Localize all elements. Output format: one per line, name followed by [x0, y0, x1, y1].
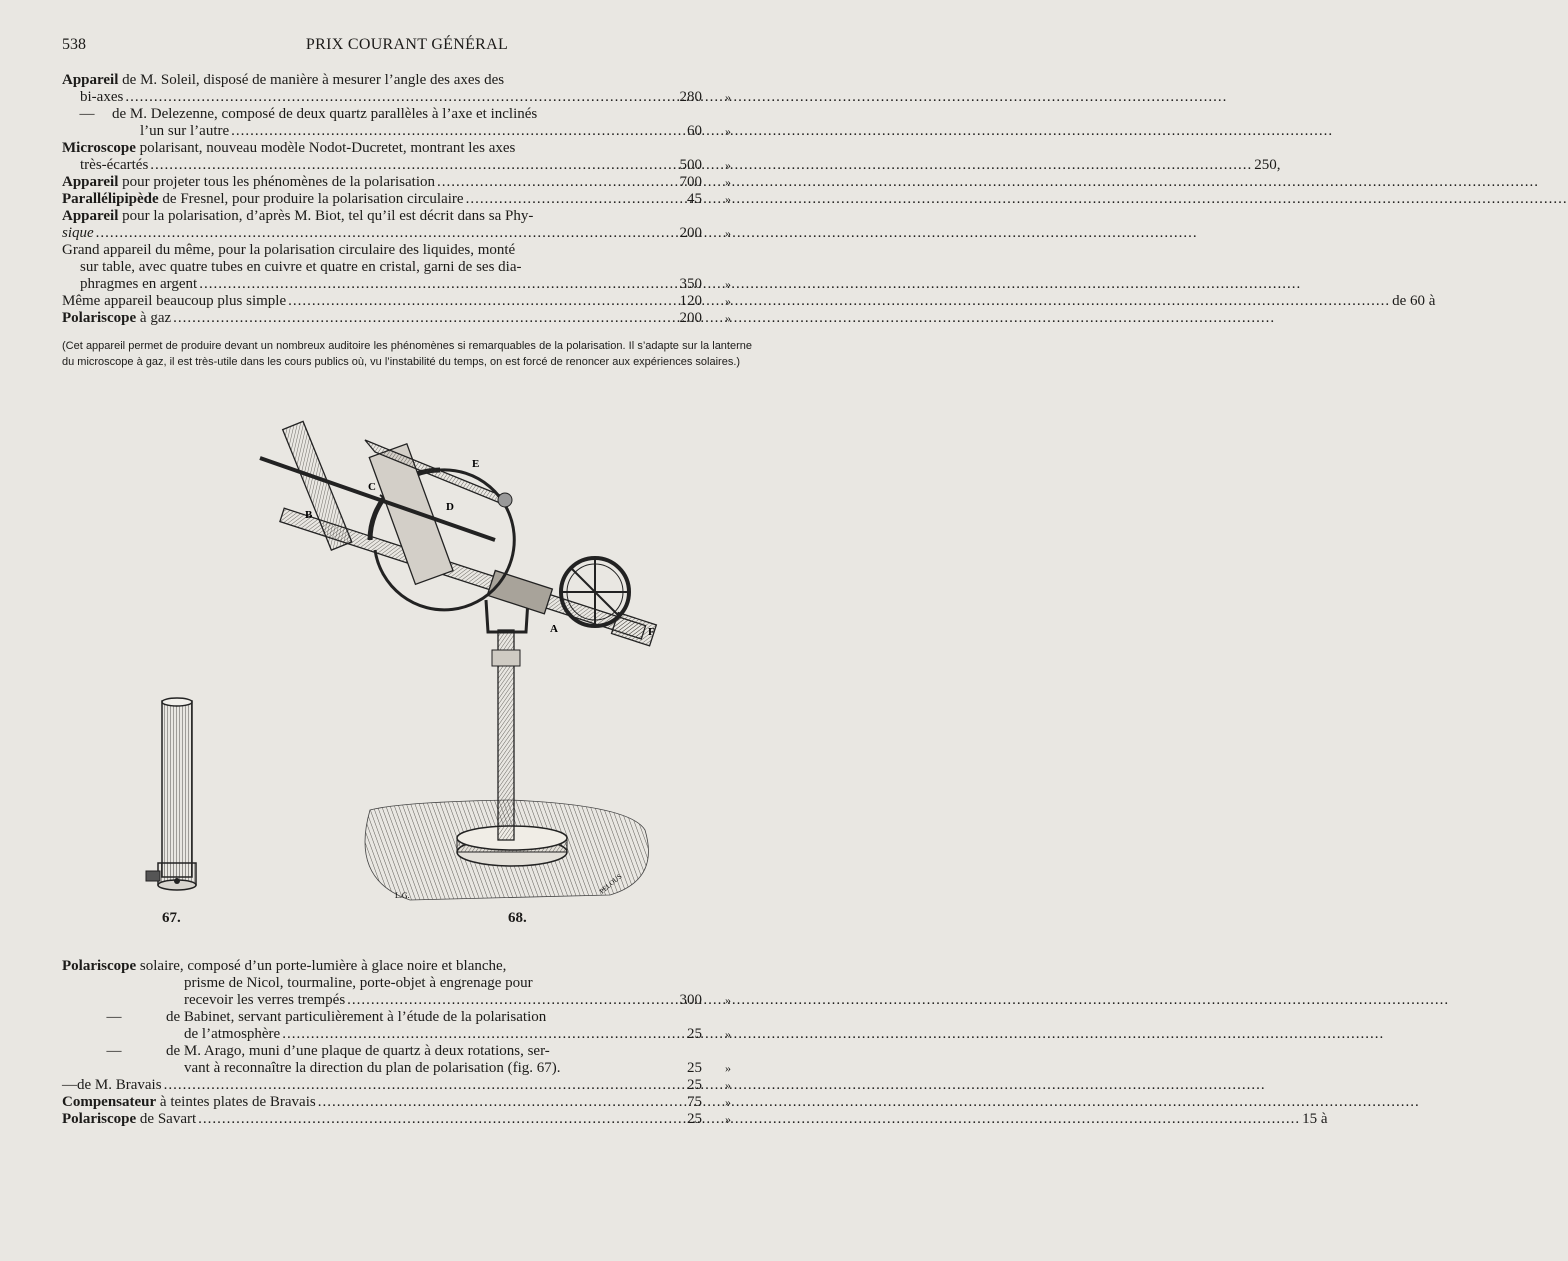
- figure-68-caption: 68.: [508, 910, 527, 926]
- item-text: de M. Delezenne, composé de deux quartz parallèles à l’axe et inclinés: [112, 106, 538, 122]
- item-text: Même appareil beaucoup plus simple: [62, 293, 287, 309]
- letter-d: D: [446, 501, 454, 513]
- item-label: Compensateur: [62, 1094, 157, 1110]
- item-text: pour la polarisation, d’après M. Biot, tel qu’il est décrit dans sa Phy-: [122, 208, 534, 224]
- figure-67-caption: 67.: [162, 910, 181, 926]
- list-item: [62, 191, 752, 208]
- list-item: [62, 1043, 752, 1077]
- currency-mark: »: [725, 158, 731, 172]
- item-text: de M. Bravais: [77, 1077, 162, 1093]
- item-text: solaire, composé d’un porte-lumière à glace noire et blanche,: [139, 958, 507, 974]
- explanatory-note: (Cet appareil permet de produire devant un nombreux auditoire les phénomènes si remarquables de la polarisation. Il s’adapte sur la lanterne du microscope à gaz, il est très-utile dans les cours publics où, vu l’instabilité du temps, on est forcé de renoncer aux expériences solaires.): [62, 340, 752, 368]
- currency-mark: »: [725, 993, 731, 1007]
- item-price: 45: [687, 191, 702, 207]
- letter-a: A: [550, 623, 558, 635]
- item-price: 25: [687, 1026, 702, 1042]
- currency-mark: »: [725, 294, 731, 308]
- letter-b: B: [305, 509, 313, 521]
- item-label: Appareil: [62, 208, 119, 224]
- currency-mark: »: [725, 90, 731, 104]
- item-text: de M. Arago, muni d’une plaque de quartz à deux rotations, ser-: [166, 1043, 550, 1059]
- item-price: 75: [687, 1094, 702, 1110]
- item-text: très-écartés: [80, 157, 149, 173]
- ditto-dash: —: [106, 1009, 122, 1025]
- letter-e: E: [472, 458, 480, 470]
- item-text: prisme de Nicol, tourmaline, porte-objet à engrenage pour: [184, 975, 533, 991]
- price-list-top: [62, 72, 1436, 327]
- engraver-signature: L.G.: [395, 891, 410, 900]
- currency-mark: »: [725, 226, 731, 240]
- item-price: 25: [687, 1111, 702, 1127]
- list-item: [62, 1094, 752, 1111]
- item-label: Parallélipipède: [62, 191, 159, 207]
- item-text: de M. Soleil, disposé de manière à mesurer l’angle des axes des: [122, 72, 505, 88]
- figure-67-illustration: [140, 695, 210, 905]
- list-item: [62, 1111, 1328, 1128]
- item-text: sique: [62, 225, 94, 241]
- price-range: 250,: [1254, 157, 1281, 173]
- list-item: [62, 140, 1281, 174]
- artist-signature: PELOUS: [598, 872, 624, 896]
- page-header: [62, 36, 752, 58]
- item-label: Polariscope: [62, 958, 137, 974]
- currency-mark: »: [725, 277, 731, 291]
- letter-c: C: [368, 481, 376, 493]
- item-label: Polariscope: [62, 1111, 137, 1127]
- currency-mark: »: [725, 124, 731, 138]
- list-item: [62, 310, 752, 327]
- item-price: 500: [679, 157, 702, 173]
- list-item: [62, 72, 752, 106]
- item-text: l’un sur l’autre: [140, 123, 230, 139]
- item-price: 280: [679, 89, 702, 105]
- item-text: recevoir les verres trempés: [184, 992, 346, 1008]
- figure-68-illustration: [250, 410, 690, 910]
- currency-mark: »: [725, 1112, 731, 1126]
- item-label: Appareil: [62, 72, 119, 88]
- item-text: polarisant, nouveau modèle Nodot-Ducretet, montrant les axes: [139, 140, 516, 156]
- price-range: de 60 à: [1392, 293, 1436, 309]
- item-label: Polariscope: [62, 310, 137, 326]
- currency-mark: »: [725, 1095, 731, 1109]
- item-text: à gaz: [139, 310, 172, 326]
- page-title: PRIX COURANT GÉNÉRAL: [305, 36, 509, 53]
- currency-mark: »: [725, 311, 731, 325]
- item-price: 25: [687, 1060, 702, 1076]
- item-text: Grand appareil du même, pour la polarisation circulaire des liquides, monté: [62, 242, 516, 258]
- item-text: phragmes en argent: [80, 276, 198, 292]
- letter-f: F: [648, 626, 655, 638]
- item-price: 200: [679, 310, 702, 326]
- item-text: de l’atmosphère: [184, 1026, 281, 1042]
- list-item: [62, 958, 752, 1009]
- list-item: [62, 1077, 752, 1094]
- page-number: 538: [62, 36, 86, 53]
- ditto-dash: —: [79, 106, 95, 122]
- list-item: [62, 293, 1436, 310]
- item-text: bi-axes: [80, 89, 124, 105]
- list-item: [62, 106, 752, 140]
- item-price: 200: [679, 225, 702, 241]
- currency-mark: »: [725, 192, 731, 206]
- item-price: 700: [679, 174, 702, 190]
- item-text: à teintes plates de Bravais: [159, 1094, 316, 1110]
- item-price: 350: [679, 276, 702, 292]
- currency-mark: »: [725, 175, 731, 189]
- item-text: sur table, avec quatre tubes en cuivre et quatre en cristal, garni de ses dia-: [80, 259, 522, 275]
- price-range: 15 à: [1302, 1111, 1328, 1127]
- ditto-dash: —: [106, 1043, 122, 1059]
- item-price: 300: [679, 992, 702, 1008]
- price-list-bottom: [62, 958, 1328, 1128]
- list-item: [62, 174, 752, 191]
- currency-mark: »: [725, 1078, 731, 1092]
- item-text: vant à reconnaître la direction du plan de polarisation (fig. 67).: [184, 1060, 561, 1076]
- currency-mark: »: [725, 1027, 731, 1041]
- item-text: de Babinet, servant particulièrement à l’étude de la polarisation: [166, 1009, 547, 1025]
- list-item: [62, 1009, 752, 1043]
- item-price: 120: [679, 293, 702, 309]
- list-item: [62, 208, 752, 242]
- item-text: de Savart: [139, 1111, 197, 1127]
- item-text: de Fresnel, pour produire la polarisation circulaire: [162, 191, 464, 207]
- item-price: 60: [687, 123, 702, 139]
- item-text: pour projeter tous les phénomènes de la polarisation: [122, 174, 435, 190]
- item-label: Microscope: [62, 140, 136, 156]
- currency-mark: »: [725, 1061, 731, 1075]
- ditto-dash: —: [62, 1077, 77, 1093]
- list-item: [62, 242, 752, 293]
- item-price: 25: [687, 1077, 702, 1093]
- item-label: Appareil: [62, 174, 119, 190]
